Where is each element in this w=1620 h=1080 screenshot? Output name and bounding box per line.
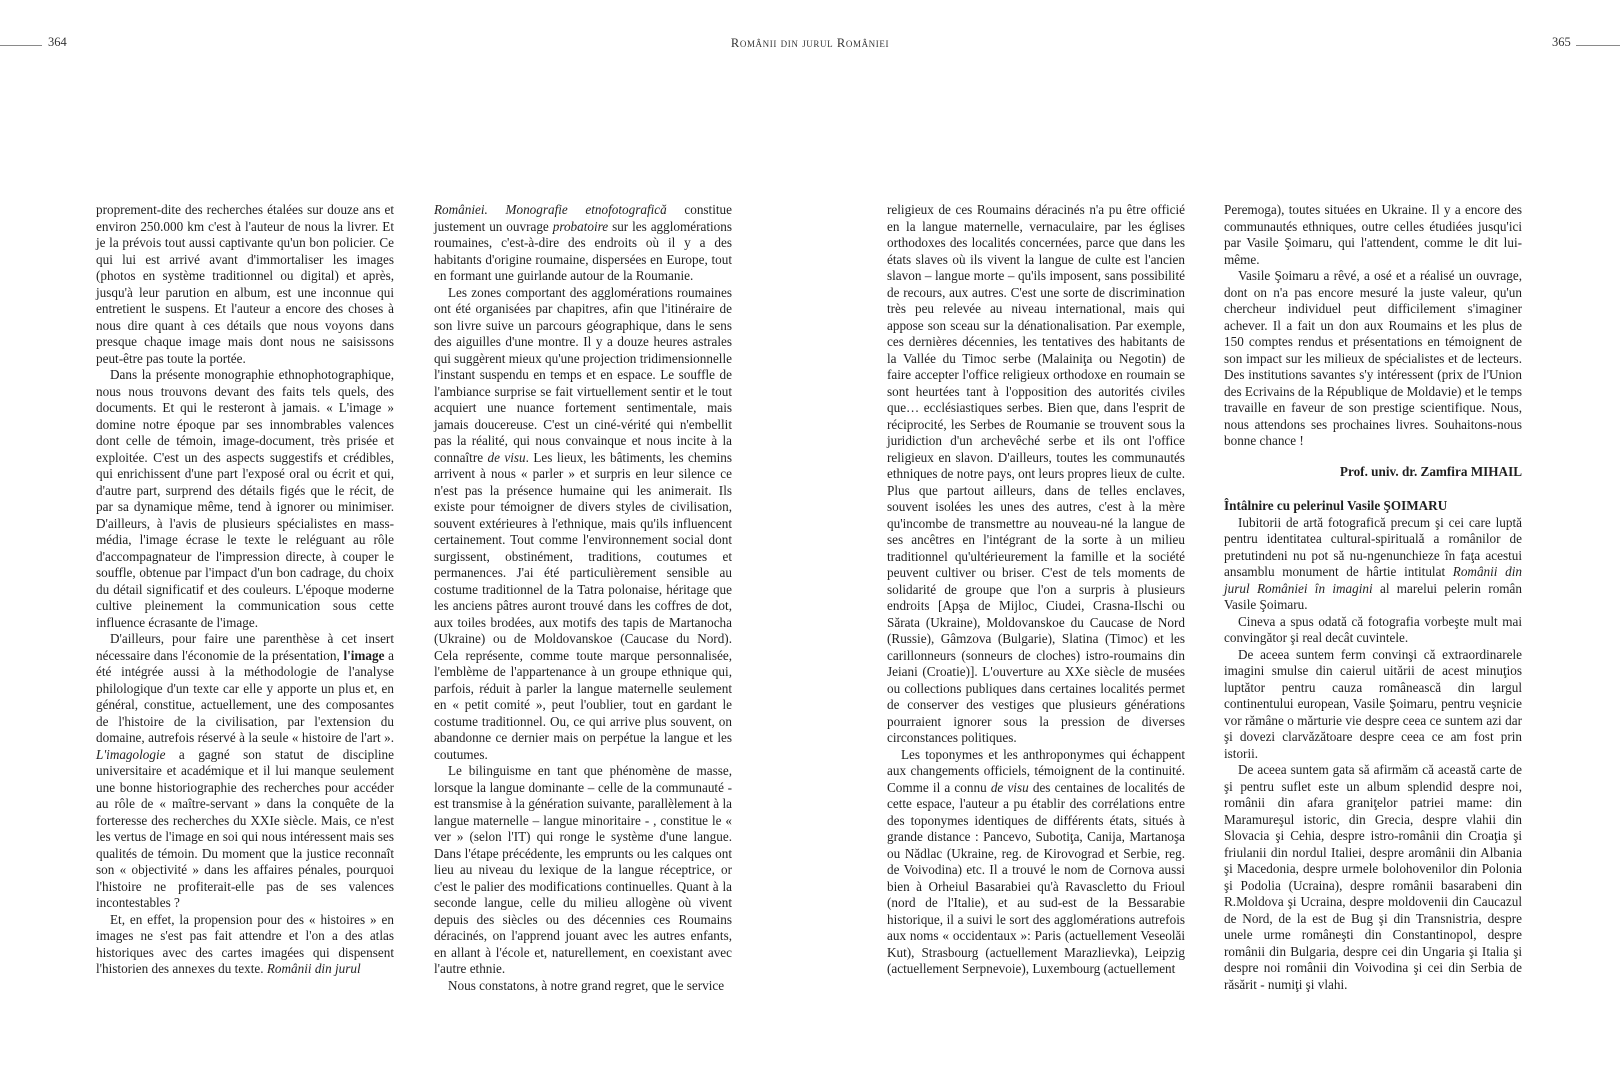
paragraph: Iubitorii de artă fotografică precum şi cei care luptă pentru identitatea cultural-spirituală a românilor de pretutindeni nu pot să nu-ngenunchieze în faţa acestui ansamblu monument de hârtie intitulat Românii din jurul României în imagini al marelui pelerin român Vasile Şoimaru. [1224,514,1522,612]
paragraph: proprement-dite des recherches étalées sur douze ans et environ 250.000 km c'est à l'auteur de nous la livrer. Et je la prévois tout aussi captivante qu'un bon policier. Ce qui lui est arrivé avant d'immortaliser les images (photos en système traditionnel ou digital) et après, jusqu'à leur parution en album, est une inconnue qui entretient le suspens. Et l'auteur a encore des choses à nous dire quant à ces détails que nous voyons dans presque chaque image mais dont nous ne saisissons peut-être pas toute la portée. [96,202,394,366]
author-signature: Prof. univ. dr. Zamfira MIHAIL [1339,463,1522,479]
right-page [810,0,1620,1080]
page-number-right: 365 [1552,35,1571,49]
paragraph: De aceea suntem ferm convinşi că extraordinarele imagini smulse din caierul uitării de acest minuţios luptător pentru cauza românească din largul continentului european, Vasile Şoimaru, pentru veşnicie vor rămâne o mărturie vie despre ceea ce suntem azi dar şi dovezi clarvăzătoare despre ceea ce am fost prin istorii. [1224,646,1522,761]
section-heading: Întâlnire cu pelerinul Vasile ŞOIMARU [1224,498,1448,513]
column-2 [434,202,732,994]
paragraph: Dans la présente monographie ethnophotographique, nous nous trouvons devant des faits tels quels, des documents. Et qui le resteront à jamais. « L'image » domine notre époque par ses innombrables valences dont celle de témoin, image-document, très prisée et exploitée. C'est un des aspects suggestifs et crédibles, qui enrichissent d'une part l'exposé oral ou écrit et qui, d'autre part, surprend des détails figés que le récit, de par sa dynamique même, tend à ignorer ou minimiser. D'ailleurs, à l'avis de plusieurs spécialistes en mass-média, l'image écrase le texte le reléguant au rôle d'accompagnateur de l'impression directe, à couper le souffle, obtenue par l'impact d'un bon cadrage, du choix du détail significatif et des couleurs. L'époque moderne cultive pleinement la communication sous cette influence écrasante de l'image. [96,367,394,630]
paragraph: Peremoga), toutes situées en Ukraine. Il y a encore des communautés ethniques, outre celles étudiées jusqu'ici par Vasile Şoimaru, qui l'attendent, comme le dit lui-même. [1224,202,1522,267]
paragraph: Les zones comportant des agglomérations roumaines ont été organisées par chapitres, afin que l'itinéraire de son livre suive un parcours géographique, dans le sens des aiguilles d'une montre. Il y a douze heures astrales qui suggèrent mieux qu'une projection tridimensionnelle l'instant suspendu en temps et en espace. Le souffle de l'ambiance surprise se fait virtuellement sentir et le tout acquiert une nuance fortement sentimentale, mais jamais doucereuse. C'est un ciné-vérité qui n'embellit pas la réalité, qui nous convainque et nous incite à la connaître de visu. Les lieux, les bâtiments, les chemins arrivent à nous « parler » et surpris en leur silence ce n'est pas la présence humaine qui les animerait. Ils existe pour témoigner de divers styles de civilisation, souvent extérieures à l'ethnique, mais qu'ils influencent certainement. Tout comme l'environnement social dont surgissent, obstinément, traditions, coutumes et permanences. J'ai été particulièrement sensible au costume traditionnel de la Tatra polonaise, héritage que les anciens pâtres auront trouvé dans les coffres de dot, aux toiles brodées, aux motifs des tapis de Martanocha (Ukraine) ou de Moldovanskoe (Caucase du Nord). Cela représente, comme toute marque personnalisée, l'emblème de l'appartenance à un groupe ethnique qui, parfois, réduit à parler la langue maternelle seulement en « petit comité », peut l'oublier, tout en gardant le costume traditionnel. Ou, ce qui arrive plus souvent, on abandonne ce dernier mais on perpétue la langue et les coutumes. [434,284,733,762]
paragraph: Les toponymes et les anthroponymes qui échappent aux changements officiels, témoignent de la continuité. Comme il a connu de visu des centaines de localités de cette espace, l'auteur a pu établir des corrélations entre des toponymes identiques de différents états, situés à grande distance : Pancevo, Subotiţa, Canija, Martanoşa ou Nădlac (Ukraine, reg. de Kirovograd et Serbie, reg. de Voivodina) etc. Il a trouvé le nom de Cornova aussi bien à Orheiul Basarabiei qu'à Ravascletto du Frioul (nord de l'Italie), et au sud-est de la Bessarabie historique, il a suivi le sort des agglomérations autrefois aux noms « occidentaux »: Paris (actuellement Veseolăi Kut), Strasbourg (actuellement Marazlievka), Leipzig (actuellement Serpnevoie), Luxembourg (actuellement [887,746,1185,976]
paragraph: religieux de ces Roumains déracinés n'a pu être officié en la langue maternelle, vernaculaire, par les églises orthodoxes des localités concernées, parce que dans les états slaves où ils vivent la langue de culte est l'ancien slavon – langue morte – qu'ils imposent, sans possibilité de recours, aux autres. C'est une sorte de discrimination très peu relevée au niveau international, mais qui appose son sceau sur la dénationalisation. Par exemple, ces dernières décennies, les tentatives des habitants de la Vallée du Timoc serbe (Malainiţa ou Negotin) de faire accepter l'office religieux orthodoxe en roumain se sont heurtées tant à l'opposition des autorités civiles que… ecclésiastiques serbes. Bien que, dans l'esprit de réciprocité, les Serbes de Roumanie se trouvent sous la juridiction d'un archevêché serbe et ils ont l'office religieux en slavon. D'ailleurs, toutes les communautés ethniques de notre pays, ont leurs propres lieux de culte. Plus que partout ailleurs, dans de telles enclaves, souvent isolées les unes des autres, c'est à la mère qu'incombe de transmettre au nouveau-né la langue de ses ancêtres en l'intégrant de la sorte à un milieu traditionnel qu'ultérieurement la famille et la société peuvent cultiver ou briser. C'est de tels moments de solidarité de groupe que l'on a surpris à plusieurs endroits [Apşa de Mijloc, Ciudei, Crasna-Ilschi ou Sărata (Ukraine), Moldovanskoe du Caucase de Nord (Russie), Gâmzova (Bulgarie), Slatina (Timoc) et les carillonneurs (sonneurs de cloches) istro-roumains din Jeiani (Croatie)]. L'ouverture au XXe siècle de musées ou collections publiques dans certaines localités permet de conserver des vestiges que plusieurs générations pourraient ignorer sous la pression de diverses circonstances politiques. [887,202,1185,745]
paragraph: Et, en effet, la propension pour des « histoires » en images ne s'est pas fait attendre et l'on a des atlas historiques avec des cartes imagées qui dispensent l'historien des annexes du texte. Românii din jurul [96,911,394,976]
paragraph: Cineva a spus odată că fotografia vorbeşte mult mai convingător şi real decât cuvintele. [1224,613,1522,645]
column-4 [1224,202,1522,993]
running-head: Românii din jurul României [730,36,890,50]
header-rule-right [1576,45,1620,46]
paragraph: D'ailleurs, pour faire une parenthèse à cet insert nécessaire dans l'économie de la présentation, l'image a été intégrée aussi à la méthodologie de l'analyse philologique d'un texte car elle y apporte un plus et, en général, constitue, actuellement, une des composantes de l'histoire de la civilisation, par l'extension du domaine, autrefois réservé à la seule « histoire de l'art ». L'imagologie a gagné son statut de discipline universitaire et académique et il lui manque seulement une bonne historiographie des recherches pour accéder au rôle de « maître-servant » dans la conquête de la forteresse des recherches du XXIe siècle. Mais, ce n'est les vertus de l'image en soi qui nous intéressent mais ses qualités de témoin. Du moment que la justice reconnaît son « objectivité » dans les affaires pénales, pourquoi l'histoire ne profiterait-elle pas de ses valences incontestables ? [96,631,394,910]
paragraph: României. Monografie etnofotografică constitue justement un ouvrage probatoire sur les agglomérations roumaines, c'est-à-dire des endroits où il y a des habitants d'origine roumaine, dispersées en Europe, tout en formant une guirlande autour de la Roumanie. [434,202,732,283]
paragraph: De aceea suntem gata să afirmăm că această carte de şi pentru suflet este un album splendid despre noi, românii din afara graniţelor patriei mame: din Maramureşul istoric, din Grecia, despre vlahii din Slovacia şi Cehia, despre istro-românii din Croaţia şi friulanii din nordul Italiei, despre aromânii din Albania şi Macedonia, despre urmele bolohovenilor din Polonia şi Podolia (Ucraina), despre românii basarabeni din R.Moldova şi Ucraina, despre moldovenii din Caucazul de Nord, de la est de Bug şi din Transnistria, despre unele urme româneşti din Constantinopol, despre românii din Bulgaria, despre cei din Ungaria şi Italia şi despre noi românii din Voivodina şi cei din Serbia de răsărit - numiţi şi vlahi. [1224,762,1522,992]
column-3 [887,202,1185,978]
paragraph: Le bilinguisme en tant que phénomène de masse, lorsque la langue dominante – celle de la communauté - est transmise à la génération suivante, parallèlement à la langue maternelle – langue minoritaire - , constitue le « ver » (selon l'IT) qui ronge le système d'une langue. Dans l'étape précédente, les emprunts ou les calques ont lieu au niveau du lexique de la langue réceptrice, or c'est le palier des modifications continuelles. Quant à la seconde langue, celle du milieu allogène où vivent depuis des siècles ou des décennies ces Roumains déracinés, on l'apprend jouant avec les autres enfants, en allant à l'école et, naturellement, en coexistant avec l'autre ethnie. [434,763,732,976]
column-1 [96,202,394,978]
header-rule-left [0,45,42,46]
paragraph: Vasile Şoimaru a rêvé, a osé et a réalisé un ouvrage, dont on n'a pas encore mesuré la juste valeur, qu'un chercheur individuel peut difficilement s'imaginer achever. Il a fait un don aux Roumains et les plus de 150 comptes rendus et présentations en témoignent de son impact sur les milieux de spécialistes et de lecteurs. Des institutions savantes s'y intéressent (prix de l'Union des Ecrivains de la République de Moldavie) et le temps travaille en faveur de son prestige scientifique. Nous, nous attendons ses prochaines livres. Souhaitons-nous bonne chance ! [1224,268,1522,448]
page-number-left: 364 [48,35,67,49]
paragraph: Nous constatons, à notre grand regret, que le service [448,977,725,993]
